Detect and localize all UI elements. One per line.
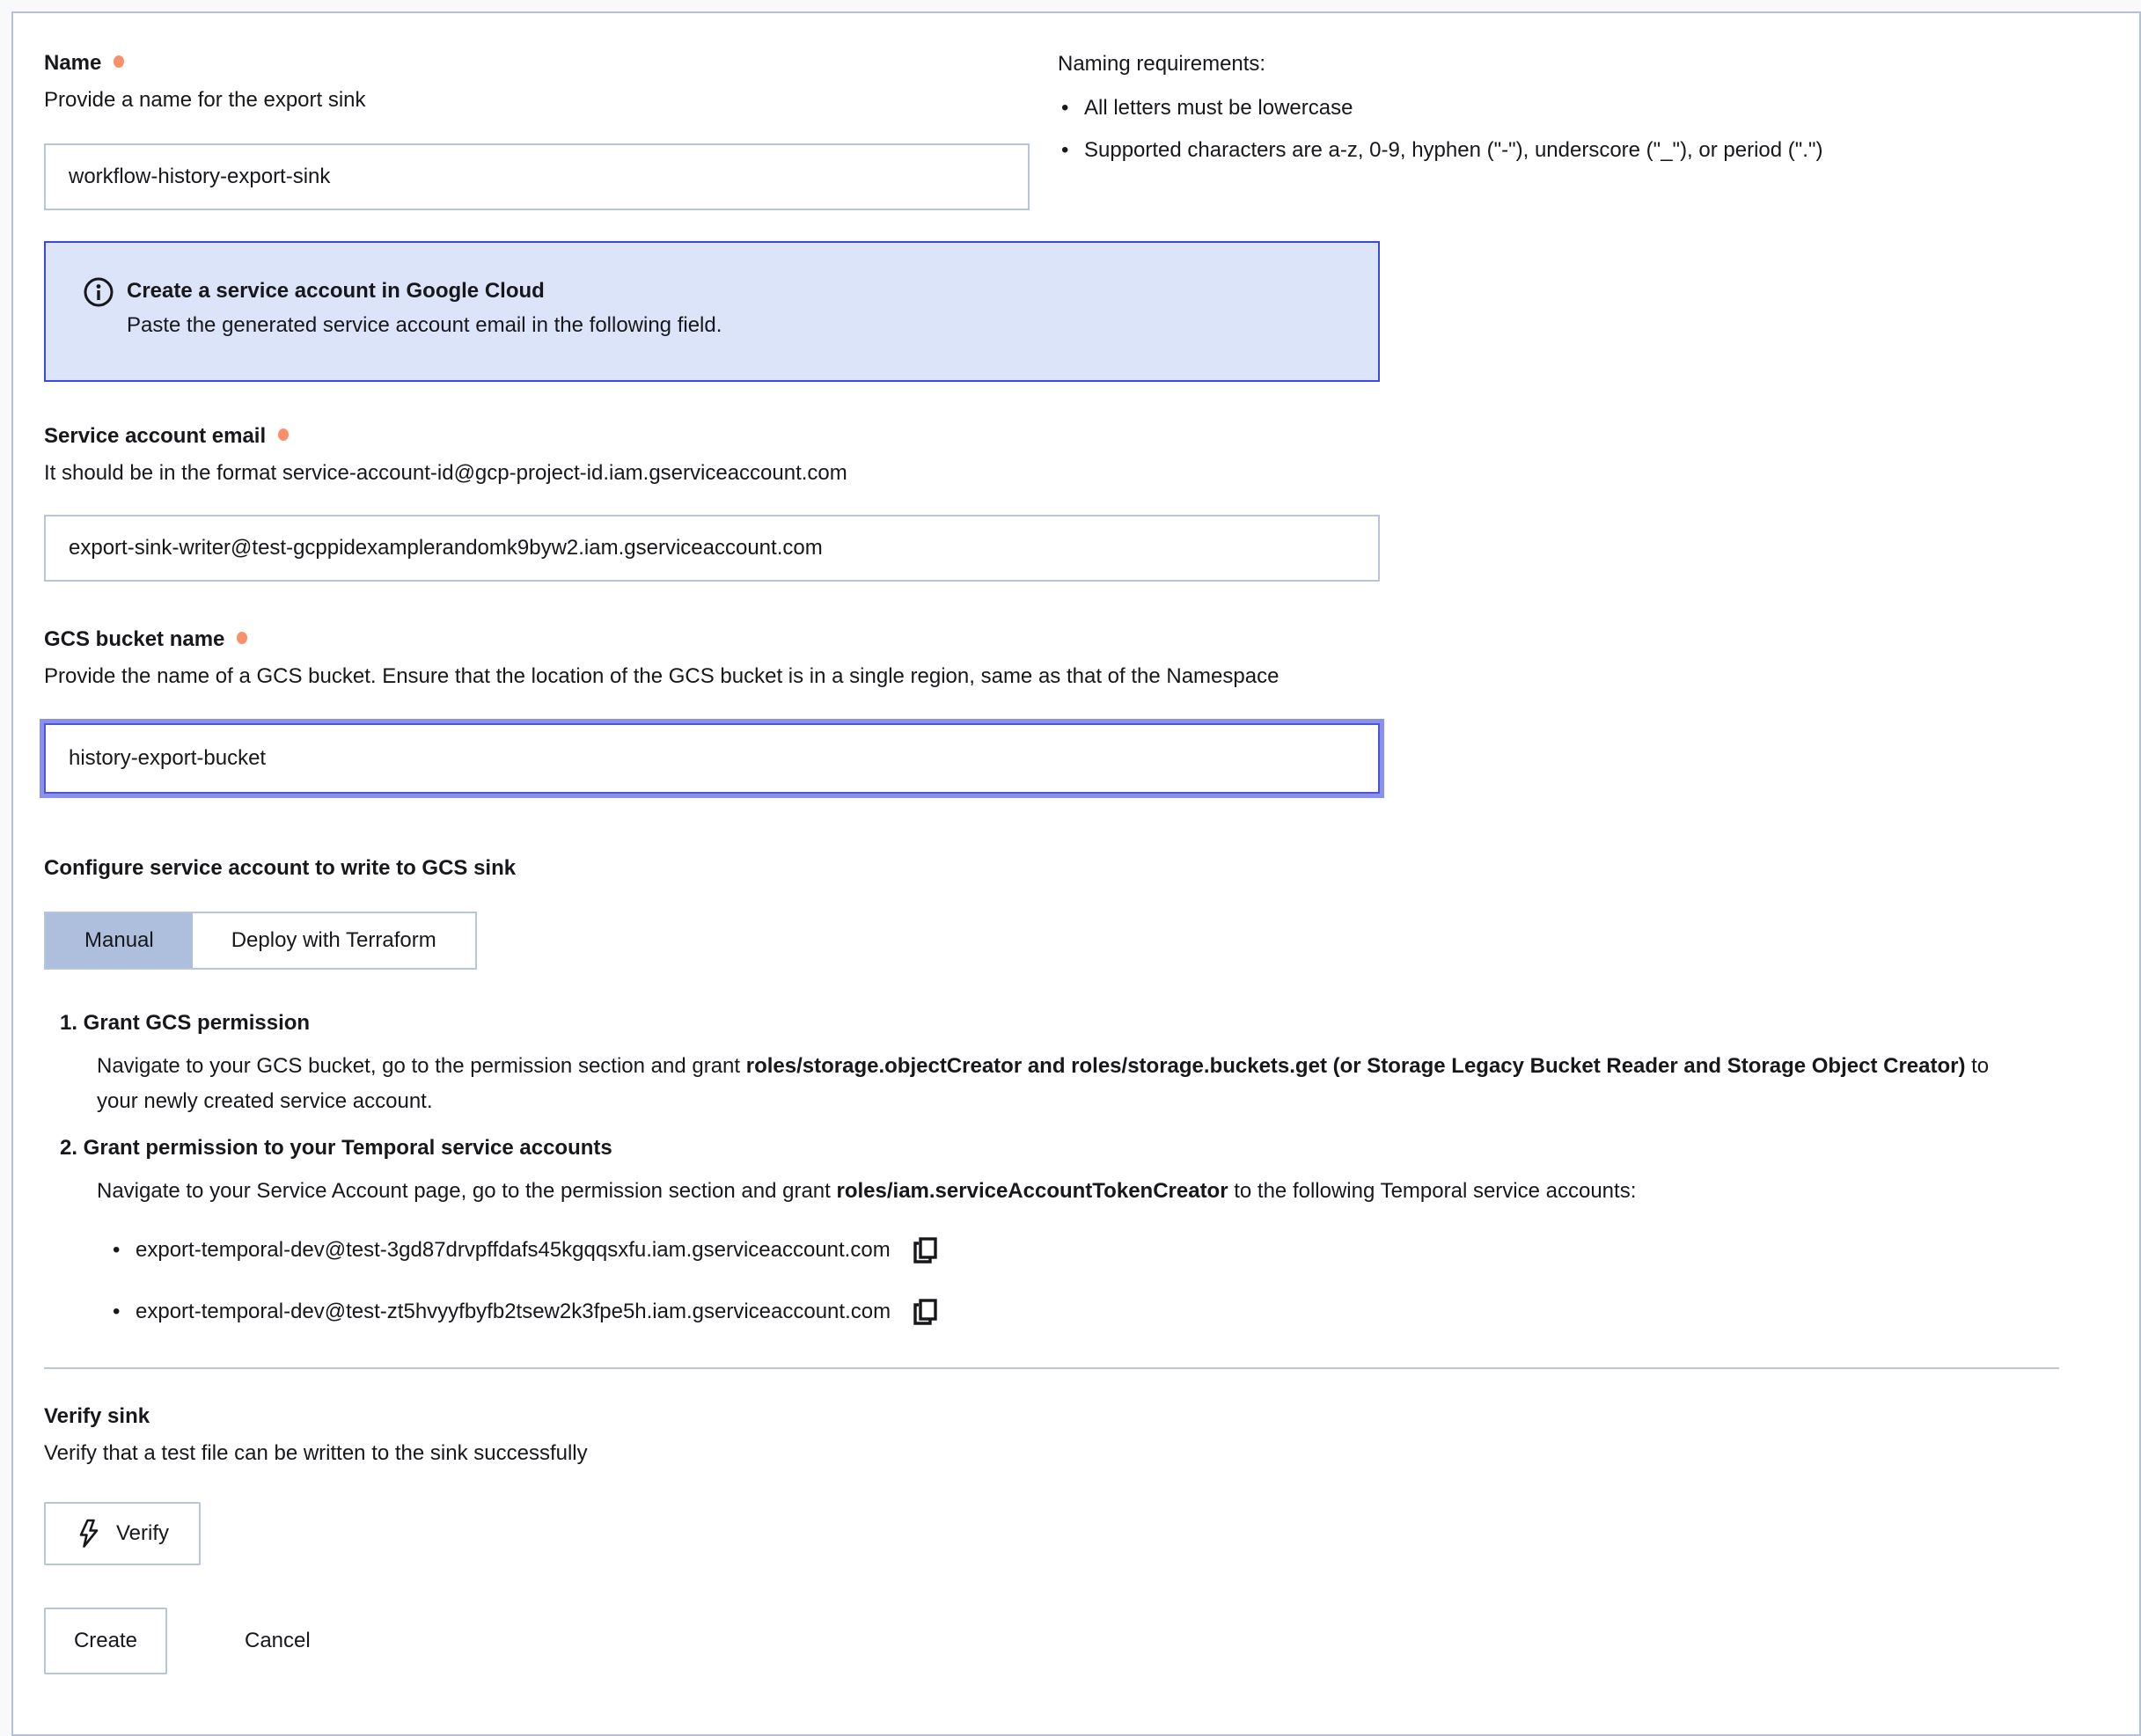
info-icon	[83, 276, 114, 308]
step-1-title: 1. Grant GCS permission	[60, 1011, 311, 1035]
configure-steps	[44, 1008, 2059, 1327]
list-item	[113, 1235, 2059, 1265]
export-sink-form-panel	[11, 11, 2141, 1736]
verify-section	[44, 1402, 2059, 1565]
name-field-group	[44, 48, 1030, 210]
step-1-text-prefix: Navigate to your GCS bucket, go to the permission section and grant	[97, 1054, 746, 1078]
list-item	[1058, 93, 2059, 123]
section-divider	[44, 1367, 2059, 1369]
bucket-field-group	[44, 625, 2059, 794]
lightning-bolt-icon	[76, 1518, 102, 1549]
tab-manual[interactable]: Manual	[46, 913, 193, 968]
service-account-email: export-temporal-dev@test-zt5hvyyfbyfb2tsew2k3fpe5h.iam.gserviceaccount.com	[136, 1300, 891, 1323]
verify-section-title: Verify sink	[44, 1404, 150, 1428]
create-button[interactable]: Create	[44, 1608, 167, 1674]
bucket-name-input[interactable]	[44, 723, 1380, 794]
required-indicator	[114, 55, 124, 68]
name-label-text: Name	[44, 51, 102, 75]
name-input[interactable]	[44, 143, 1030, 210]
naming-requirements-list	[1058, 93, 2059, 165]
service-account-description: It should be in the format service-account-id@gcp-project-id.iam.gserviceaccount.com	[44, 461, 847, 485]
cancel-button[interactable]: Cancel	[218, 1608, 337, 1674]
service-account-field-group	[44, 421, 2059, 582]
bullet-icon: •	[113, 1300, 121, 1323]
bullet-icon: •	[113, 1238, 121, 1262]
info-banner-description: Paste the generated service account email in the following field.	[127, 313, 722, 337]
tab-deploy-with-terraform[interactable]: Deploy with Terraform	[193, 913, 475, 968]
name-description: Provide a name for the export sink	[44, 88, 366, 112]
step-1-text-bold: roles/storage.objectCreator and roles/storage.buckets.get (or Storage Legacy Bucket Reader and Storage Object Creator)	[745, 1054, 1966, 1078]
info-banner	[44, 241, 1380, 382]
step-2-body	[97, 1174, 2015, 1209]
bucket-label	[44, 625, 2059, 655]
temporal-service-accounts-list	[113, 1235, 2059, 1327]
service-account-label	[44, 421, 2059, 451]
list-item	[1058, 136, 2059, 165]
step-1-body	[97, 1049, 2015, 1119]
copy-icon[interactable]	[910, 1297, 940, 1327]
service-account-label-text: Service account email	[44, 424, 267, 448]
verify-button[interactable]	[44, 1502, 201, 1565]
verify-description: Verify that a test file can be written to the sink successfully	[44, 1441, 588, 1465]
required-indicator	[237, 632, 247, 644]
step-2-title: 2. Grant permission to your Temporal service accounts	[60, 1136, 612, 1160]
step-2-text-bold: roles/iam.serviceAccountTokenCreator	[836, 1179, 1228, 1203]
bullet-icon: •	[1061, 96, 1069, 120]
naming-requirements	[1058, 48, 2059, 165]
naming-requirements-title: Naming requirements:	[1058, 52, 1266, 76]
requirement-text: All letters must be lowercase	[1084, 96, 1353, 120]
info-banner-title: Create a service account in Google Cloud	[127, 279, 545, 303]
configure-tabs	[44, 912, 477, 970]
list-item	[113, 1297, 2059, 1327]
configure-section	[44, 853, 2059, 1327]
bucket-label-text: GCS bucket name	[44, 627, 225, 651]
form-actions	[44, 1608, 2059, 1674]
step-2-text-suffix: to the following Temporal service accounts:	[1228, 1179, 1637, 1203]
configure-section-title: Configure service account to write to GCS sink	[44, 856, 517, 880]
step-1-text-suffix: to your newly created service account.	[97, 1054, 1990, 1113]
service-account-email-input[interactable]	[44, 515, 1380, 582]
copy-icon[interactable]	[910, 1235, 940, 1265]
bucket-description: Provide the name of a GCS bucket. Ensure that the location of the GCS bucket is in a single region, same as that of the Namespace	[44, 664, 1279, 688]
name-label	[44, 48, 1030, 78]
step-2-text-prefix: Navigate to your Service Account page, go to the permission section and grant	[97, 1179, 837, 1203]
verify-button-label: Verify	[116, 1521, 170, 1545]
name-row	[44, 48, 2059, 210]
info-banner-text	[127, 275, 722, 343]
required-indicator	[278, 429, 289, 441]
bullet-icon: •	[1061, 138, 1069, 162]
service-account-email: export-temporal-dev@test-3gd87drvpffdafs45kgqqsxfu.iam.gserviceaccount.com	[136, 1238, 891, 1262]
requirement-text: Supported characters are a-z, 0-9, hyphen ("-"), underscore ("_"), or period (".")	[1084, 138, 1823, 162]
